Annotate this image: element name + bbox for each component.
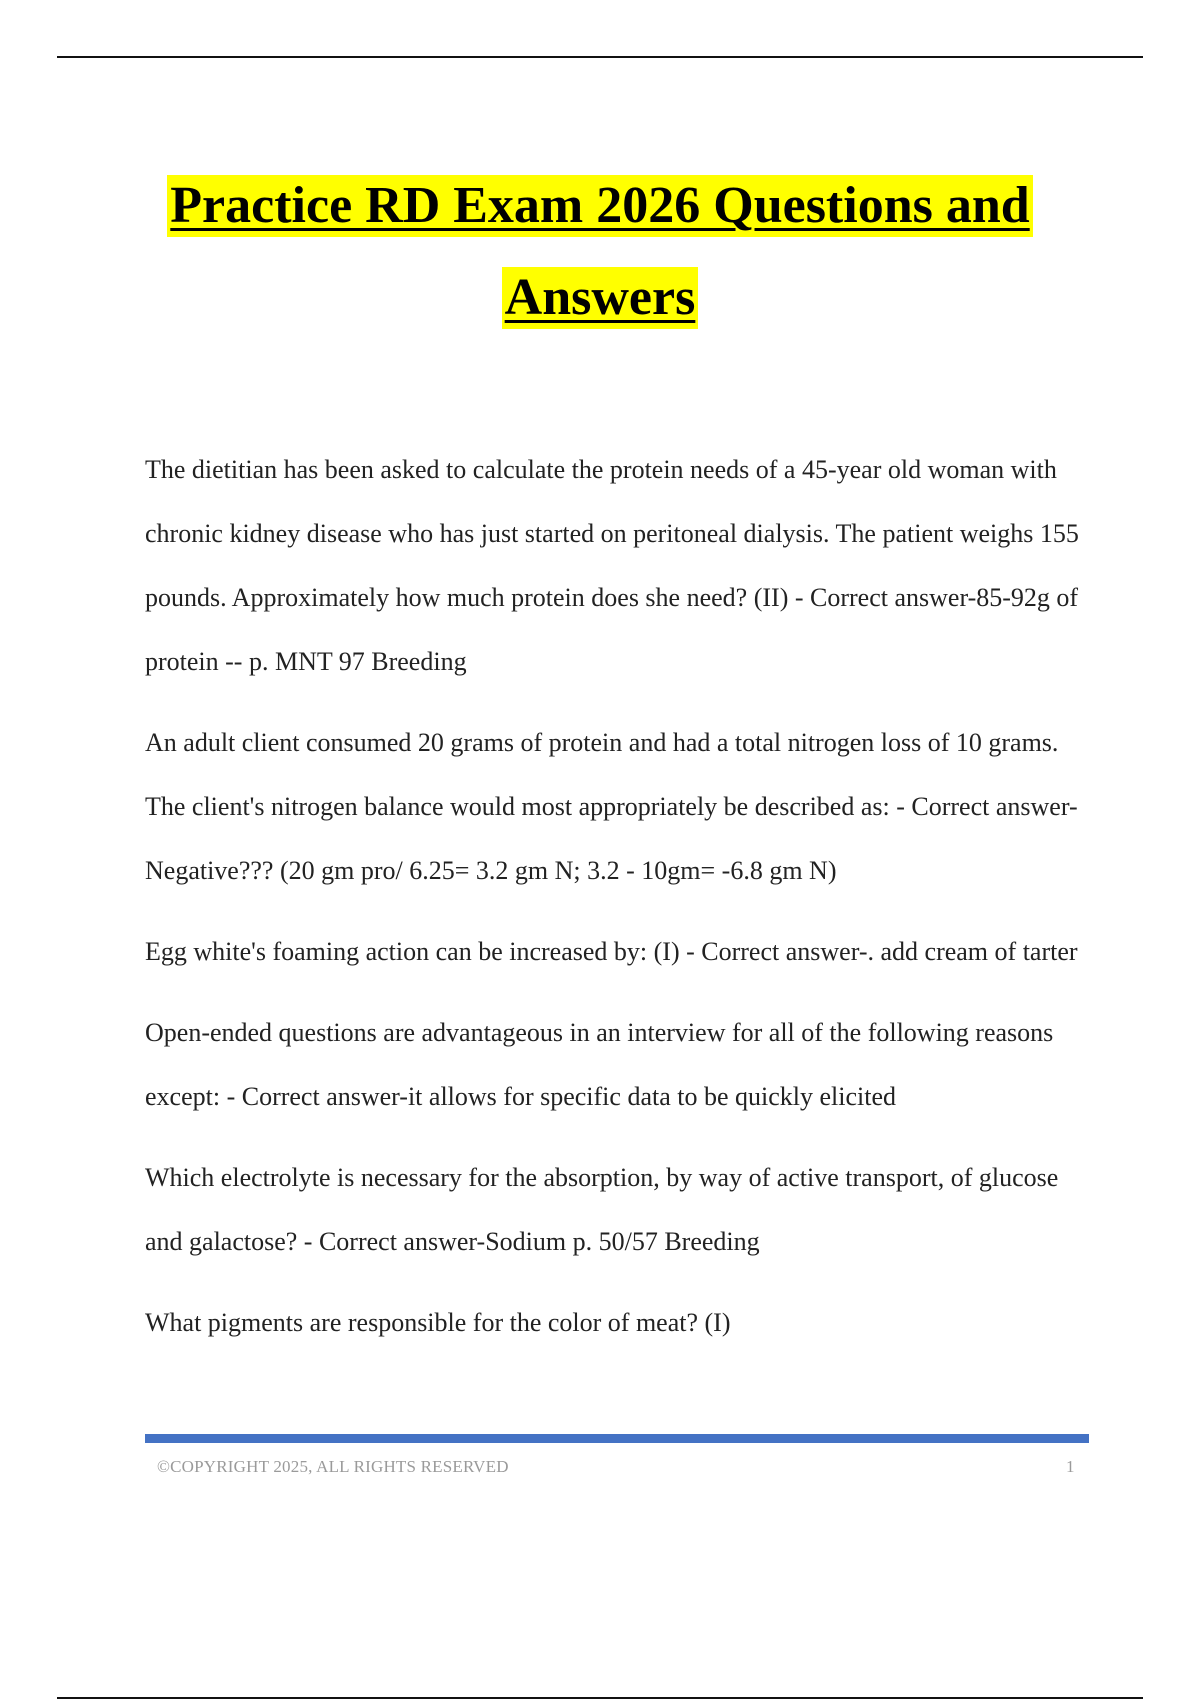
- question-paragraph: Open-ended questions are advantageous in an interview for all of the following reasons except: - Correct answer-it allows for specific data to be quickly elicited: [145, 1018, 1054, 1111]
- page-number: 1: [1066, 1457, 1075, 1476]
- document-title: [0, 172, 1200, 356]
- question-paragraph: The dietitian has been asked to calculate the protein needs of a 45-year old woman with chronic kidney disease who has just started on peritoneal dialysis. The patient weighs 155 pounds. Approximately how much protein does she need? (II) - Correct answer-85-92g of protein -- p. MNT 97 Breeding: [145, 455, 1079, 676]
- question-paragraph: What pigments are responsible for the color of meat? (I): [145, 1308, 731, 1337]
- question-paragraph: An adult client consumed 20 grams of protein and had a total nitrogen loss of 10 grams. The client's nitrogen balance would most appropriately be described as: - Correct answer-Negative??? (20 gm pro/ 6.25= 3.2 gm N; 3.2 - 10gm= -6.8 gm N): [145, 728, 1078, 885]
- top-rule: [57, 56, 1143, 58]
- footer-divider: [145, 1434, 1089, 1443]
- title-line-2: Answers: [502, 267, 699, 329]
- question-paragraph: Which electrolyte is necessary for the absorption, by way of active transport, of glucose and galactose? - Correct answer-Sodium p. 50/57 Breeding: [145, 1163, 1059, 1256]
- question-list: [145, 438, 1095, 1372]
- title-line-1: Practice RD Exam 2026 Questions and: [167, 175, 1032, 237]
- question-paragraph: Egg white's foaming action can be increased by: (I) - Correct answer-. add cream of tarter: [145, 937, 1078, 966]
- bottom-rule: [57, 1697, 1143, 1699]
- footer-copyright: ©COPYRIGHT 2025, ALL RIGHTS RESERVED: [157, 1457, 509, 1476]
